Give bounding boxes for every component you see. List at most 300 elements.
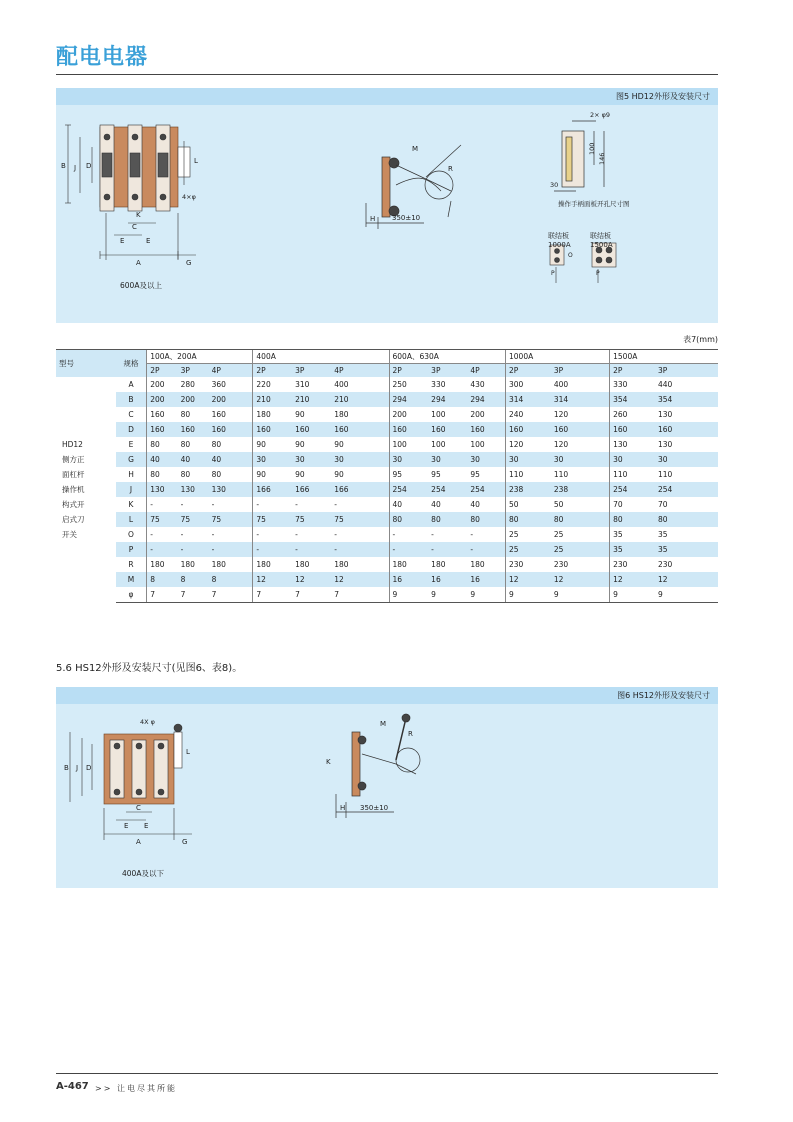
dim-r-label: R [408, 730, 413, 738]
dim-hole-label: 2× φ9 [590, 111, 611, 119]
table-row [56, 542, 718, 557]
value-cell: 12 [551, 572, 610, 587]
value-cell: - [253, 542, 292, 557]
footer-slogan: >> 让电尽其所能 [95, 1084, 177, 1093]
th-model: 型号 [56, 350, 116, 378]
value-cell: - [295, 530, 298, 539]
value-cell: 100 [470, 440, 485, 449]
figure5-note: 600A及以上 [120, 281, 162, 290]
value-cell: 12 [253, 572, 292, 587]
value-cell: 180 [147, 557, 178, 572]
dim-l-label: L [194, 157, 198, 165]
dim-e1-label: E [124, 822, 129, 830]
value-cell: 294 [467, 392, 505, 407]
value-cell: 180 [334, 560, 349, 569]
value-cell: 80 [551, 512, 610, 527]
value-cell: 35 [610, 527, 655, 542]
connector-1000a-label: 联结板 1000A [548, 232, 571, 249]
dim-k-label: K [136, 211, 141, 219]
value-cell: 180 [253, 407, 292, 422]
spec-cell: C [128, 410, 134, 419]
dim-a-label: A [136, 259, 141, 267]
value-cell: 9 [428, 587, 467, 603]
panel-cutout-view [554, 121, 604, 191]
value-cell: 30 [428, 452, 467, 467]
title-divider [56, 74, 718, 75]
value-cell: 200 [147, 392, 178, 407]
value-cell: 40 [209, 452, 253, 467]
dim-b-label: B [64, 764, 69, 772]
value-cell: 75 [253, 512, 292, 527]
figure5-caption-bar [56, 88, 718, 105]
value-cell: 100 [389, 437, 428, 452]
value-cell: 7 [178, 587, 209, 603]
value-cell: 200 [209, 392, 253, 407]
value-cell: 180 [431, 560, 446, 569]
value-cell: 110 [657, 470, 673, 479]
spec-cell: B [116, 392, 147, 407]
value-cell: 75 [178, 512, 209, 527]
dim-d-label: D [86, 764, 92, 772]
value-cell: 90 [334, 470, 344, 479]
value-cell: 8 [209, 572, 253, 587]
dim-c-label: C [136, 804, 141, 812]
value-cell: 7 [253, 587, 292, 603]
th-pole: 3P [551, 364, 610, 378]
value-cell: 166 [331, 482, 389, 497]
value-cell: 25 [506, 527, 551, 542]
spec-cell: L [116, 512, 147, 527]
value-cell: 130 [610, 437, 655, 452]
value-cell: 330 [431, 380, 446, 389]
value-cell: 90 [253, 437, 292, 452]
dim-l-label: L [186, 748, 190, 756]
spec-cell: R [128, 560, 134, 569]
value-cell: 120 [553, 440, 569, 449]
connector-p-label-1: P [551, 270, 555, 277]
value-cell: 80 [211, 440, 222, 449]
value-cell: 300 [506, 377, 551, 392]
value-cell: 200 [147, 377, 178, 392]
value-cell: 160 [209, 422, 253, 437]
value-cell: 160 [331, 422, 389, 437]
th-pole: 4P [209, 364, 253, 378]
value-cell: 40 [147, 452, 178, 467]
th-pole: 3P [292, 364, 331, 378]
value-cell: 314 [551, 392, 610, 407]
value-cell: - [180, 500, 184, 509]
value-cell: 75 [331, 512, 389, 527]
dim-m-label: M [412, 145, 419, 153]
spec-cell: K [128, 500, 134, 509]
value-cell: 230 [506, 557, 551, 572]
value-cell: 160 [506, 422, 551, 437]
dim-b-label: B [61, 162, 66, 170]
table-row [56, 512, 718, 527]
table-row [56, 467, 718, 482]
value-cell: 80 [180, 470, 191, 479]
value-cell: 238 [551, 482, 610, 497]
value-cell: 254 [428, 482, 467, 497]
value-cell: 80 [428, 512, 467, 527]
value-cell: - [211, 500, 215, 509]
value-cell: 30 [610, 452, 655, 467]
dim-350-label: 350±10 [392, 214, 421, 222]
value-cell: 30 [551, 452, 610, 467]
value-cell: 160 [147, 422, 178, 437]
value-cell: 166 [292, 482, 331, 497]
value-cell: - [295, 500, 298, 509]
th-group: 100A、200A [147, 350, 253, 364]
table-row [56, 482, 718, 497]
spec-cell: φ [116, 587, 147, 603]
table-row [56, 452, 718, 467]
value-cell: 310 [295, 380, 310, 389]
value-cell: 9 [655, 587, 718, 603]
value-cell: 7 [292, 587, 331, 603]
model-line: 面杠杆 [62, 470, 85, 480]
value-cell: - [331, 542, 389, 557]
figure5-panel [56, 88, 718, 323]
dim-holes-label: 4X φ [140, 718, 155, 726]
value-cell: 360 [211, 380, 226, 389]
connector-1500a-label: 联结板 1500A [590, 232, 613, 249]
value-cell: 90 [295, 410, 305, 419]
figure5-caption: 图5 HD12外形及安装尺寸 [616, 92, 710, 101]
value-cell: 7 [209, 587, 253, 603]
value-cell: 180 [470, 560, 485, 569]
figure6-caption-bar [56, 687, 718, 704]
spec-cell: H [128, 470, 134, 479]
value-cell: 210 [292, 392, 331, 407]
value-cell: 75 [292, 512, 331, 527]
value-cell: 238 [506, 482, 551, 497]
value-cell: 7 [331, 587, 389, 603]
value-cell: 160 [610, 422, 655, 437]
value-cell: - [253, 527, 292, 542]
dim-holes-label: 4×φ [182, 193, 196, 201]
table-row [56, 407, 718, 422]
dim-r-label: R [448, 165, 453, 173]
value-cell: 180 [211, 560, 226, 569]
value-cell: 80 [655, 512, 718, 527]
value-cell: 90 [253, 467, 292, 482]
value-cell: 40 [431, 500, 441, 509]
value-cell: 80 [389, 512, 428, 527]
value-cell: 160 [428, 422, 467, 437]
value-cell: 280 [180, 380, 195, 389]
value-cell: 230 [553, 560, 569, 569]
th-group: 1500A [610, 350, 718, 364]
dim-k-label: K [326, 758, 331, 766]
value-cell: 200 [470, 410, 485, 419]
value-cell: - [470, 530, 474, 539]
value-cell: 95 [470, 470, 480, 479]
value-cell: 254 [610, 482, 655, 497]
value-cell: 430 [470, 380, 485, 389]
value-cell: 230 [657, 560, 673, 569]
footer-divider [56, 1073, 718, 1074]
value-cell: - [389, 542, 428, 557]
value-cell: 75 [209, 512, 253, 527]
value-cell: 110 [506, 467, 551, 482]
th-pole: 2P [506, 364, 551, 378]
value-cell: 30 [389, 452, 428, 467]
value-cell: - [428, 542, 467, 557]
value-cell: 75 [147, 512, 178, 527]
value-cell: - [334, 500, 337, 509]
value-cell: 160 [178, 422, 209, 437]
value-cell: 250 [389, 377, 428, 392]
figure6-note: 400A及以下 [122, 869, 164, 878]
value-cell: 8 [147, 572, 178, 587]
dim-100-label: 100 [588, 142, 596, 155]
value-cell: 160 [655, 422, 718, 437]
value-cell: 200 [178, 392, 209, 407]
value-cell: 400 [334, 380, 349, 389]
dim-j-label: J [76, 764, 79, 772]
dim-j-label: J [74, 164, 77, 172]
value-cell: 160 [211, 410, 226, 419]
value-cell: 16 [467, 572, 505, 587]
value-cell: 254 [467, 482, 505, 497]
value-cell: 294 [428, 392, 467, 407]
value-cell: 16 [428, 572, 467, 587]
value-cell: 180 [389, 557, 428, 572]
value-cell: 30 [331, 452, 389, 467]
value-cell: - [178, 542, 209, 557]
value-cell: 95 [389, 467, 428, 482]
value-cell: 160 [292, 422, 331, 437]
value-cell: 400 [553, 380, 569, 389]
value-cell: 160 [147, 407, 178, 422]
value-cell: 130 [209, 482, 253, 497]
table-row [56, 377, 718, 392]
value-cell: 7 [147, 587, 178, 603]
th-pole: 4P [467, 364, 505, 378]
table-row [56, 557, 718, 572]
value-cell: 90 [295, 470, 305, 479]
value-cell: 130 [657, 410, 673, 419]
model-line: 构式开 [62, 500, 85, 510]
spec-cell: O [128, 530, 134, 539]
value-cell: 230 [610, 557, 655, 572]
value-cell: 330 [610, 377, 655, 392]
value-cell: 30 [253, 452, 292, 467]
th-pole: 3P [655, 364, 718, 378]
value-cell: 12 [331, 572, 389, 587]
spec-cell: A [128, 380, 134, 389]
value-cell: 294 [389, 392, 428, 407]
value-cell: 180 [180, 560, 195, 569]
connector-1000a [550, 245, 564, 283]
model-line: HD12 [62, 440, 83, 450]
th-pole: 3P [428, 364, 467, 378]
value-cell: 40 [178, 452, 209, 467]
page-number: A-467 [56, 1081, 89, 1092]
value-cell: 130 [657, 440, 673, 449]
th-pole: 4P [331, 364, 389, 378]
model-line: 开关 [62, 530, 77, 540]
dim-c-label: C [132, 223, 137, 231]
value-cell: 254 [389, 482, 428, 497]
value-cell: 35 [655, 542, 718, 557]
panel-hole-caption: 操作手柄面板开孔尺寸图 [558, 200, 630, 208]
value-cell: 90 [334, 440, 344, 449]
hd12-front-view [65, 125, 196, 260]
value-cell: 100 [431, 410, 446, 419]
value-cell: 95 [431, 470, 441, 479]
dim-e2-label: E [144, 822, 149, 830]
value-cell: - [389, 527, 428, 542]
dim-h-label: H [370, 215, 376, 223]
connector-o-label: O [568, 252, 573, 259]
dim-30-label: 30 [550, 181, 559, 189]
value-cell: 80 [467, 512, 505, 527]
th-group: 400A [253, 350, 389, 364]
value-cell: - [147, 497, 178, 512]
dim-e2-label: E [146, 237, 151, 245]
value-cell: 100 [431, 440, 446, 449]
table-row [56, 497, 718, 512]
value-cell: 220 [253, 377, 292, 392]
dim-g-label: G [186, 259, 192, 267]
value-cell: 30 [292, 452, 331, 467]
spec-cell: G [116, 452, 147, 467]
spec-cell: E [128, 440, 134, 449]
value-cell: 160 [253, 422, 292, 437]
value-cell: 9 [506, 587, 551, 603]
value-cell: 180 [253, 557, 292, 572]
value-cell: 130 [178, 482, 209, 497]
value-cell: 25 [551, 542, 610, 557]
value-cell: 254 [655, 482, 718, 497]
th-pole: 2P [147, 364, 178, 378]
value-cell: - [211, 530, 215, 539]
value-cell: 9 [389, 587, 428, 603]
model-cell [56, 377, 116, 603]
dim-m-label: M [380, 720, 387, 728]
value-cell: 210 [253, 392, 292, 407]
value-cell: 80 [147, 467, 178, 482]
model-line: 操作机 [62, 485, 85, 495]
value-cell: 35 [610, 542, 655, 557]
value-cell: 80 [180, 410, 191, 419]
value-cell: 12 [506, 572, 551, 587]
figure6-caption: 图6 HS12外形及安装尺寸 [617, 691, 710, 700]
table-row [56, 527, 718, 542]
value-cell: 12 [292, 572, 331, 587]
dim-g-label: G [182, 838, 188, 846]
value-cell: 30 [655, 452, 718, 467]
model-line: 启式刀 [62, 515, 85, 525]
value-cell: 40 [470, 500, 480, 509]
value-cell: 160 [389, 422, 428, 437]
hs12-front-view [70, 724, 192, 840]
value-cell: 40 [389, 497, 428, 512]
table-row [56, 422, 718, 437]
value-cell: - [147, 542, 178, 557]
dim-d-label: D [86, 162, 92, 170]
th-pole: 2P [610, 364, 655, 378]
section-title: 5.6 HS12外形及安装尺寸(见图6、表8)。 [56, 663, 243, 674]
value-cell: 120 [506, 437, 551, 452]
value-cell: 70 [610, 497, 655, 512]
value-cell: 30 [467, 452, 505, 467]
th-group: 1000A [506, 350, 610, 364]
value-cell: 110 [610, 467, 655, 482]
value-cell: 9 [467, 587, 505, 603]
th-group: 600A、630A [389, 350, 506, 364]
value-cell: 200 [389, 407, 428, 422]
dim-146-label: 146 [598, 152, 606, 165]
value-cell: 30 [506, 452, 551, 467]
table-row [56, 437, 718, 452]
value-cell: 240 [506, 407, 551, 422]
spec-cell: P [116, 542, 147, 557]
table7 [56, 349, 718, 603]
table-row [56, 572, 718, 587]
value-cell: 9 [610, 587, 655, 603]
figure6-drawing [56, 704, 718, 888]
dim-h-label: H [340, 804, 346, 812]
value-cell: 80 [506, 512, 551, 527]
value-cell: 166 [253, 482, 292, 497]
value-cell: 160 [467, 422, 505, 437]
dim-e1-label: E [120, 237, 125, 245]
value-cell: - [467, 542, 505, 557]
value-cell: 8 [178, 572, 209, 587]
value-cell: 70 [657, 500, 668, 509]
value-cell: 120 [553, 410, 569, 419]
table7-body [56, 377, 718, 603]
dim-a-label: A [136, 838, 141, 846]
page-title: 配电电器 [56, 45, 149, 70]
value-cell: 80 [211, 470, 222, 479]
value-cell: - [180, 530, 184, 539]
table-row [56, 587, 718, 603]
value-cell: - [209, 542, 253, 557]
value-cell: 354 [610, 392, 655, 407]
value-cell: 80 [147, 437, 178, 452]
value-cell: 314 [506, 392, 551, 407]
value-cell: 210 [331, 392, 389, 407]
value-cell: 12 [610, 572, 655, 587]
value-cell: - [147, 527, 178, 542]
value-cell: 180 [295, 560, 310, 569]
value-cell: 25 [506, 542, 551, 557]
table-row [56, 392, 718, 407]
value-cell: 354 [655, 392, 718, 407]
value-cell: 50 [506, 497, 551, 512]
value-cell: 440 [657, 380, 673, 389]
table7-unit: 表7(mm) [683, 335, 718, 344]
spec-cell: D [116, 422, 147, 437]
value-cell: 160 [551, 422, 610, 437]
th-spec: 规格 [116, 350, 147, 378]
value-cell: 9 [551, 587, 610, 603]
figure6-panel [56, 687, 718, 888]
spec-cell: M [116, 572, 147, 587]
connector-p-label-2: P [596, 270, 600, 277]
model-line: 侧方正 [62, 455, 85, 465]
value-cell: 110 [553, 470, 569, 479]
value-cell: 35 [657, 530, 668, 539]
value-cell: 80 [180, 440, 191, 449]
value-cell: 260 [610, 407, 655, 422]
value-cell: - [253, 497, 292, 512]
value-cell: 16 [389, 572, 428, 587]
